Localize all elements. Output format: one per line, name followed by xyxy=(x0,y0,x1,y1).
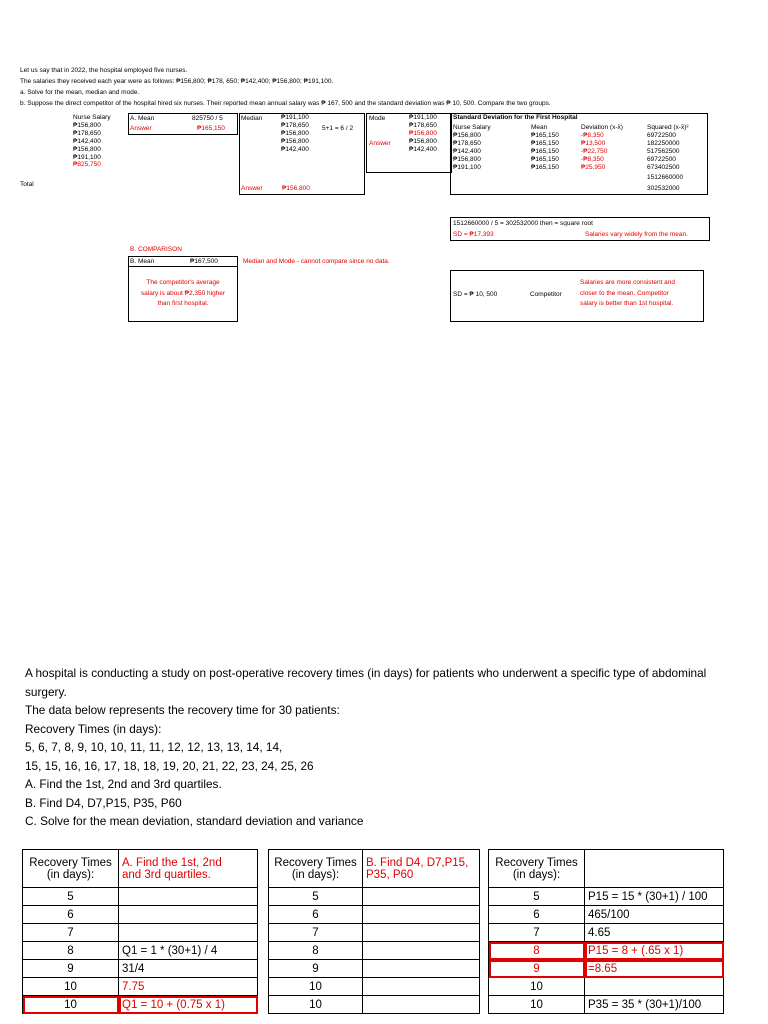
sd-cell: ₱142,400 xyxy=(453,147,481,155)
median-answer-label: Answer xyxy=(241,185,263,192)
problem2-line: 15, 15, 16, 16, 17, 18, 18, 19, 20, 21, 22, 23, 24, 25, 26 xyxy=(25,758,314,773)
work-cell xyxy=(363,960,480,978)
value-cell: 10 xyxy=(23,996,119,1014)
work-cell: P15 = 8 + (.65 x 1) xyxy=(585,942,724,960)
work-cell: P15 = 15 * (30+1) / 100 xyxy=(585,888,724,906)
median-formula: 5+1 = 6 / 2 xyxy=(322,125,354,132)
table-row xyxy=(489,978,724,996)
question-cell xyxy=(363,850,480,888)
value-cell: 10 xyxy=(489,996,585,1014)
median-value: ₱156,800 xyxy=(281,137,309,145)
column-header: Nurse Salary xyxy=(73,114,111,121)
sd-cell: ₱156,800 xyxy=(453,155,481,163)
work-cell: Q1 = 10 + (0.75 x 1) xyxy=(119,996,258,1014)
value-cell: 6 xyxy=(23,906,119,924)
value-cell: 9 xyxy=(269,960,363,978)
nurse-salary-column xyxy=(73,114,111,169)
work-cell xyxy=(363,924,480,942)
median-value: ₱142,400 xyxy=(281,145,309,153)
comparison-sd-note xyxy=(580,278,675,310)
sd-cell: ₱178,650 xyxy=(453,139,481,147)
median-value: ₱191,100 xyxy=(281,114,309,121)
sd-col-deviation xyxy=(581,124,623,171)
header-line: (in days): xyxy=(291,868,340,881)
sd-col-salary xyxy=(453,124,491,171)
sd-cell: 69722500 xyxy=(647,155,676,163)
work-cell xyxy=(119,888,258,906)
mean-answer: ₱165,150 xyxy=(197,125,225,132)
table-row xyxy=(269,960,480,978)
intro-line: b. Suppose the direct competitor of the hospital hired six nurses. Their reported mean annual salary was ₱ 167, 500 and the standard deviation was ₱ 10, 500. Compare the two groups. xyxy=(20,100,551,107)
comparison-mean-label: B. Mean xyxy=(130,258,155,265)
table-row xyxy=(489,924,724,942)
sd-cell: ₱191,100 xyxy=(453,163,481,171)
table-header xyxy=(269,850,363,888)
table-row xyxy=(269,888,480,906)
value-cell: 7 xyxy=(269,924,363,942)
salary-cell: ₱142,400 xyxy=(73,137,101,145)
table-header xyxy=(489,850,585,888)
value-cell: 9 xyxy=(489,960,585,978)
value-cell: 7 xyxy=(23,924,119,942)
sd-note: Salaries vary widely from the mean. xyxy=(585,231,688,238)
mode-values xyxy=(409,114,437,154)
problem2-line: C. Solve for the mean deviation, standard deviation and variance xyxy=(25,814,364,828)
value-cell: 10 xyxy=(23,978,119,996)
sd-calc-line: 1512660000 / 5 = 302532000 then = square root xyxy=(453,220,593,227)
header-line: Recovery Times xyxy=(495,856,578,869)
value-cell: 5 xyxy=(269,888,363,906)
header-line: Recovery Times xyxy=(274,856,357,869)
work-cell: =8.65 xyxy=(585,960,724,978)
table-row xyxy=(269,996,480,1014)
problem2-line: Recovery Times (in days): xyxy=(25,721,162,736)
value-cell: 5 xyxy=(489,888,585,906)
question-line: and 3rd quartiles. xyxy=(122,868,211,881)
problem2-line: The data below represents the recovery time for 30 patients: xyxy=(25,703,340,717)
work-cell xyxy=(363,906,480,924)
question-line: P35, P60 xyxy=(366,868,414,881)
question-cell xyxy=(119,850,258,888)
sd-cell: -₱8,350 xyxy=(581,155,604,163)
deciles-table xyxy=(268,849,480,1014)
intro-line: Let us say that in 2022, the hospital employed five nurses. xyxy=(20,67,188,74)
work-cell xyxy=(363,942,480,960)
sd-cell: ₱165,150 xyxy=(531,163,559,171)
note-line: The competitor's average xyxy=(146,279,220,286)
table-row xyxy=(23,978,258,996)
work-cell xyxy=(119,924,258,942)
sd-col-squared xyxy=(647,124,689,193)
sd-cell: 517562500 xyxy=(647,147,680,155)
mode-label: Mode xyxy=(369,115,386,122)
sd-cell: -₱22,750 xyxy=(581,147,608,155)
total-value: ₱825,750 xyxy=(73,161,101,169)
work-cell xyxy=(585,978,724,996)
sd-header: Mean xyxy=(531,124,548,131)
mode-value: ₱142,400 xyxy=(409,145,437,153)
mode-value: ₱156,800 xyxy=(409,137,437,145)
table-header xyxy=(23,850,119,888)
sd-cell: ₱165,150 xyxy=(531,131,559,139)
value-cell: 9 xyxy=(23,960,119,978)
work-cell: 31/4 xyxy=(119,960,258,978)
question-cell xyxy=(585,850,724,888)
table-row xyxy=(23,960,258,978)
sd-table-title: Standard Deviation for the First Hospital xyxy=(453,114,578,121)
sd-cell: 69722500 xyxy=(647,131,676,139)
table-row xyxy=(23,942,258,960)
table-row xyxy=(269,978,480,996)
sd-header: Nurse Salary xyxy=(453,124,491,131)
table-row xyxy=(23,924,258,942)
table-row xyxy=(489,942,724,960)
work-cell: 4.65 xyxy=(585,924,724,942)
median-answer: ₱156,800 xyxy=(282,185,310,192)
note-line: Salaries are more consistent and xyxy=(580,279,676,286)
percentiles-table xyxy=(488,849,724,1014)
problem2-line: A hospital is conducting a study on post-operative recovery times (in days) for patients who underwent a specific type of abdominal surgery. xyxy=(25,666,707,699)
table-row xyxy=(269,942,480,960)
question-line: B. Find D4, D7,P15, xyxy=(366,856,469,869)
mode-value: ₱178,650 xyxy=(409,121,437,129)
table-row xyxy=(269,924,480,942)
median-label: Median xyxy=(241,115,263,122)
mode-value: ₱156,800 xyxy=(409,129,437,137)
question-line: A. Find the 1st, 2nd xyxy=(122,856,222,869)
value-cell: 8 xyxy=(269,942,363,960)
value-cell: 5 xyxy=(23,888,119,906)
table-row xyxy=(489,996,724,1014)
table-row xyxy=(489,960,724,978)
salary-cell: ₱156,800 xyxy=(73,145,101,153)
median-mode-note: Median and Mode - cannot compare since no data. xyxy=(243,258,390,265)
intro-line: The salaries they received each year were as follows: ₱156,800; ₱178, 650; ₱142,400; ₱156,800; ₱191,100. xyxy=(20,78,334,85)
sd-cell: -₱8,350 xyxy=(581,131,604,139)
value-cell: 6 xyxy=(269,906,363,924)
table-row xyxy=(489,906,724,924)
median-values xyxy=(281,114,309,154)
table-row xyxy=(23,906,258,924)
sd-cell: ₱13,500 xyxy=(581,139,606,147)
competitor-label: Competitor xyxy=(530,291,562,298)
sd-cell: ₱165,150 xyxy=(531,139,559,147)
problem2-text xyxy=(25,664,745,831)
salary-cell: ₱178,650 xyxy=(73,129,101,137)
mode-answer-label: Answer xyxy=(369,140,391,147)
sd-header: Squared (x-x̄)² xyxy=(647,124,689,131)
salary-cell: ₱191,100 xyxy=(73,153,101,161)
value-cell: 10 xyxy=(269,978,363,996)
work-cell xyxy=(363,996,480,1014)
sd-col-mean xyxy=(531,124,559,171)
value-cell: 7 xyxy=(489,924,585,942)
median-value: ₱156,800 xyxy=(281,129,309,137)
comparison-mean-value: ₱167,500 xyxy=(190,258,218,265)
mean-label: A. Mean xyxy=(130,115,155,122)
problem2-line: B. Find D4, D7,P15, P35, P60 xyxy=(25,795,182,810)
comparison-title: B. COMPARISON xyxy=(130,246,182,253)
header-line: (in days): xyxy=(46,868,95,881)
comparison-sd-label: SD = ₱ 10, 500 xyxy=(453,291,498,298)
mean-answer-label: Answer xyxy=(130,125,152,132)
work-cell: P35 = 35 * (30+1)/100 xyxy=(585,996,724,1014)
sd-answer: SD = ₱17,393 xyxy=(453,231,494,238)
note-line: than first hospital. xyxy=(157,300,209,307)
value-cell: 6 xyxy=(489,906,585,924)
table-row xyxy=(23,888,258,906)
note-line: salary is about ₱2,350 higher xyxy=(140,289,226,297)
sd-cell: ₱25,950 xyxy=(581,163,606,171)
sd-variance: 302532000 xyxy=(647,185,680,193)
comparison-mean-note xyxy=(128,278,238,310)
problem2-line: 5, 6, 7, 8, 9, 10, 10, 11, 11, 12, 12, 13, 13, 14, 14, xyxy=(25,740,283,754)
header-line: (in days): xyxy=(512,868,561,881)
table-row xyxy=(489,888,724,906)
sd-sum: 1512660000 xyxy=(647,174,684,182)
intro-line: a. Solve for the mean, median and mode. xyxy=(20,89,140,96)
table-row xyxy=(23,996,258,1014)
median-value: ₱178,650 xyxy=(281,121,309,129)
work-cell: 465/100 xyxy=(585,906,724,924)
work-cell: Q1 = 1 * (30+1) / 4 xyxy=(119,942,258,960)
total-label: Total xyxy=(20,181,34,188)
problem2-line: A. Find the 1st, 2nd and 3rd quartiles. xyxy=(25,777,222,791)
work-cell xyxy=(363,888,480,906)
mode-value: ₱191,100 xyxy=(409,114,437,121)
value-cell: 10 xyxy=(489,978,585,996)
work-cell xyxy=(119,906,258,924)
sd-header: Deviation (x-x̄) xyxy=(581,124,623,131)
sd-cell: ₱156,800 xyxy=(453,131,481,139)
work-cell xyxy=(363,978,480,996)
sd-cell: ₱165,150 xyxy=(531,147,559,155)
table-row xyxy=(269,906,480,924)
divider xyxy=(128,266,238,267)
sd-cell: 182250000 xyxy=(647,139,680,147)
salary-cell: ₱156,800 xyxy=(73,121,101,129)
quartiles-table xyxy=(22,849,258,1014)
mean-calc: 825750 / 5 xyxy=(192,115,223,122)
value-cell: 10 xyxy=(269,996,363,1014)
note-line: salary is better than 1st hospital. xyxy=(580,300,674,307)
header-line: Recovery Times xyxy=(29,856,112,869)
sd-cell: 673402500 xyxy=(647,163,680,171)
note-line: closer to the mean. Competitor xyxy=(580,289,669,297)
work-cell: 7.75 xyxy=(119,978,258,996)
value-cell: 8 xyxy=(23,942,119,960)
sd-cell: ₱165,150 xyxy=(531,155,559,163)
value-cell: 8 xyxy=(489,942,585,960)
